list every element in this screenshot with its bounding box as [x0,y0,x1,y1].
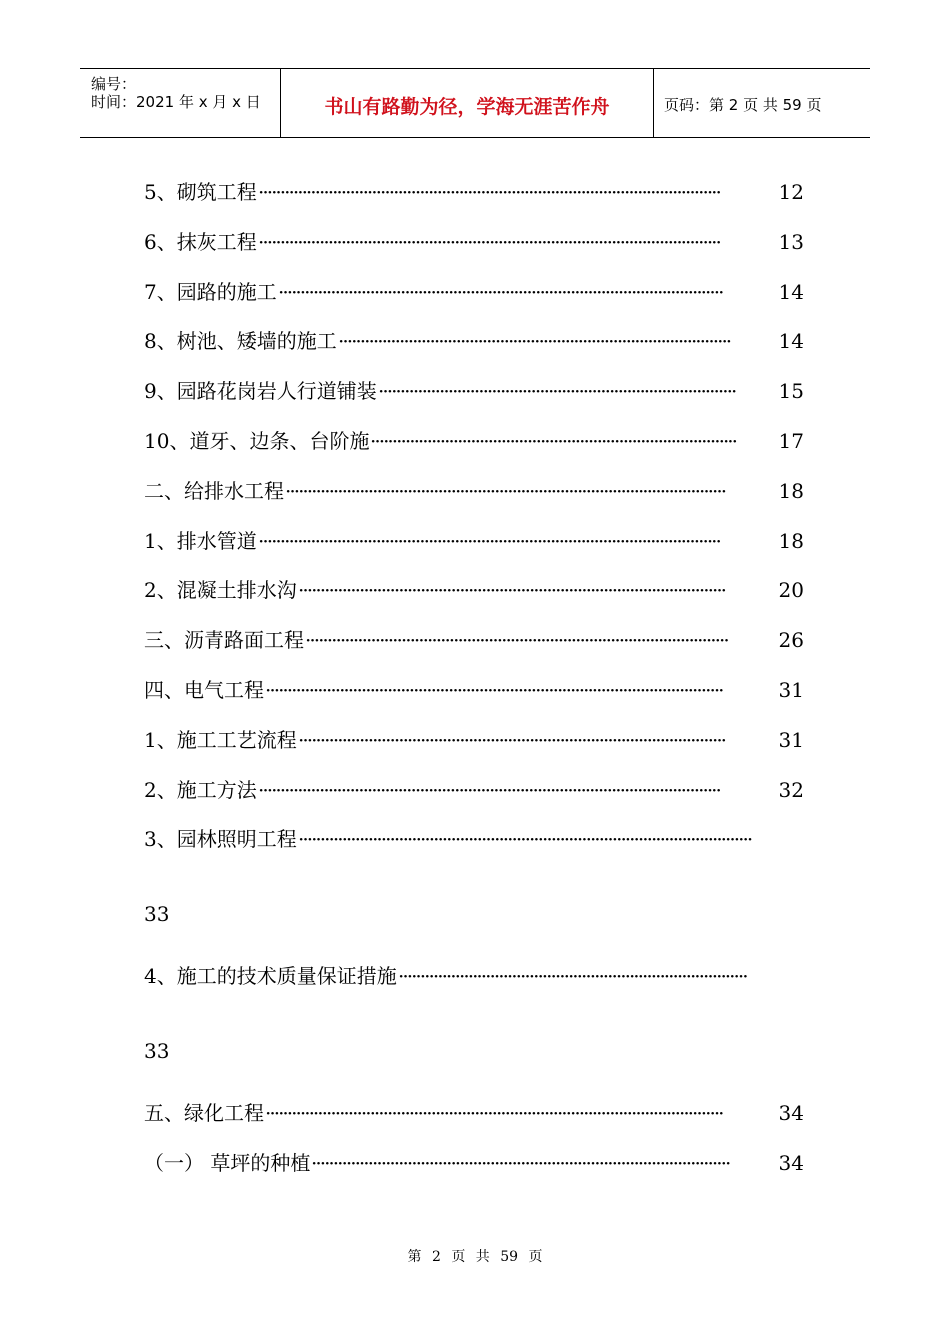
toc-entry [144,1148,804,1178]
toc-entry-title: 3、园林照明工程 [144,824,297,854]
footer-total-word: 共 [475,1249,490,1265]
footer-prefix: 第 [407,1249,422,1265]
toc-entry-title: 7、园路的施工 [144,277,277,307]
toc-leader-dots: ·········································································································· [258,180,720,204]
toc-entry [144,227,804,257]
toc-entry-title: 5、砌筑工程 [144,177,257,207]
toc-entry-page: 32 [778,778,804,802]
toc-entry [144,675,804,705]
page-footer [0,1246,950,1266]
toc-entry-title: 4、施工的技术质量保证措施 [144,961,397,991]
toc-entry-page: 13 [778,230,804,254]
toc-entry-page: 12 [778,180,804,204]
toc-leader-dots: ·········································································································· [258,529,720,553]
toc-leader-dots: ·········································································································· [258,230,720,254]
toc-entry [144,326,804,356]
toc-entry-title: 6、抹灰工程 [144,227,257,257]
toc-leader-dots: ····································································································· [285,479,726,503]
toc-leader-dots: ········································································································· [265,1101,723,1125]
toc-entry [144,775,804,805]
document-number-label: 编号： [91,75,137,93]
toc-entry-page: 14 [778,280,804,304]
toc-entry-title: 2、施工方法 [144,775,257,805]
toc-entry-page: 34 [778,1101,804,1125]
toc-entry [144,575,804,605]
toc-leader-dots: ································································································ [311,1151,730,1175]
toc-entry-title: 1、排水管道 [144,526,257,556]
toc-leader-dots: ·························································································· [338,329,731,353]
footer-suffix: 页 [528,1249,543,1265]
toc-entry-page: 18 [778,529,804,553]
toc-leader-dots: ·················································································· [378,379,736,403]
toc-entry [144,824,804,854]
toc-leader-dots: ········································································································ [298,827,752,851]
toc-entry-title: 1、施工工艺流程 [144,725,297,755]
toc-entry-page: 17 [778,429,804,453]
toc-leader-dots: ·········································································································· [258,778,720,802]
toc-entry [144,526,804,556]
toc-leader-dots: ································································································· [305,628,728,652]
toc-entry [144,376,804,406]
toc-entry [144,725,804,755]
toc-entry-title: 三、沥青路面工程 [144,625,304,655]
toc-entry [144,961,784,991]
toc-leader-dots: ········································································································· [265,678,723,702]
header-motto-cell [281,69,654,137]
footer-total-pages: 59 [500,1249,519,1265]
toc-entry-title: 9、园路花岗岩人行道铺装 [144,376,377,406]
toc-entry-title: 五、绿化工程 [144,1098,264,1128]
toc-entry-page: 34 [778,1151,804,1175]
header-motto: 书山有路勤为径，学海无涯苦作舟 [324,96,610,118]
toc-leader-dots: ·································································································· [298,578,726,602]
toc-entry-page: 31 [778,678,804,702]
toc-entry-page: 31 [778,728,804,752]
toc-entry [144,1098,804,1128]
header-page-label: 页码：第 2 页 共 59 页 [664,96,822,114]
footer-current-page: 2 [431,1249,441,1265]
toc-leader-dots: ···················································································· [370,429,737,453]
toc-entry-title: 8、树池、矮墙的施工 [144,326,337,356]
header-meta-cell [80,69,281,137]
footer-page-word: 页 [451,1249,466,1265]
toc-wrapped-page: 33 [144,1039,170,1063]
toc-entry [144,177,804,207]
toc-entry-title: 二、给排水工程 [144,476,284,506]
toc-entry-page: 14 [778,329,804,353]
toc-entry [144,476,804,506]
toc-entry-title: 2、混凝土排水沟 [144,575,297,605]
toc-wrapped-page: 33 [144,902,170,926]
toc-entry [144,625,804,655]
toc-entry-page: 26 [778,628,804,652]
toc-entry-page: 15 [778,379,804,403]
toc-entry-page: 18 [778,479,804,503]
toc-entry-title: 四、电气工程 [144,675,264,705]
toc-entry [144,277,804,307]
toc-leader-dots: ·································································································· [298,728,726,752]
toc-leader-dots: ······································································································ [278,280,723,304]
toc-entry-page: 20 [778,578,804,602]
document-time-label: 时间：2021 年 x 月 x 日 [91,93,261,111]
page-header [80,68,870,138]
toc-leader-dots: ················································································ [398,964,747,988]
toc-entry [144,426,804,456]
toc-entry-title: （一） 草坪的种植 [144,1148,310,1178]
header-page-cell [654,69,870,137]
toc-entry-title: 10、道牙、边条、台阶施 [144,426,369,456]
